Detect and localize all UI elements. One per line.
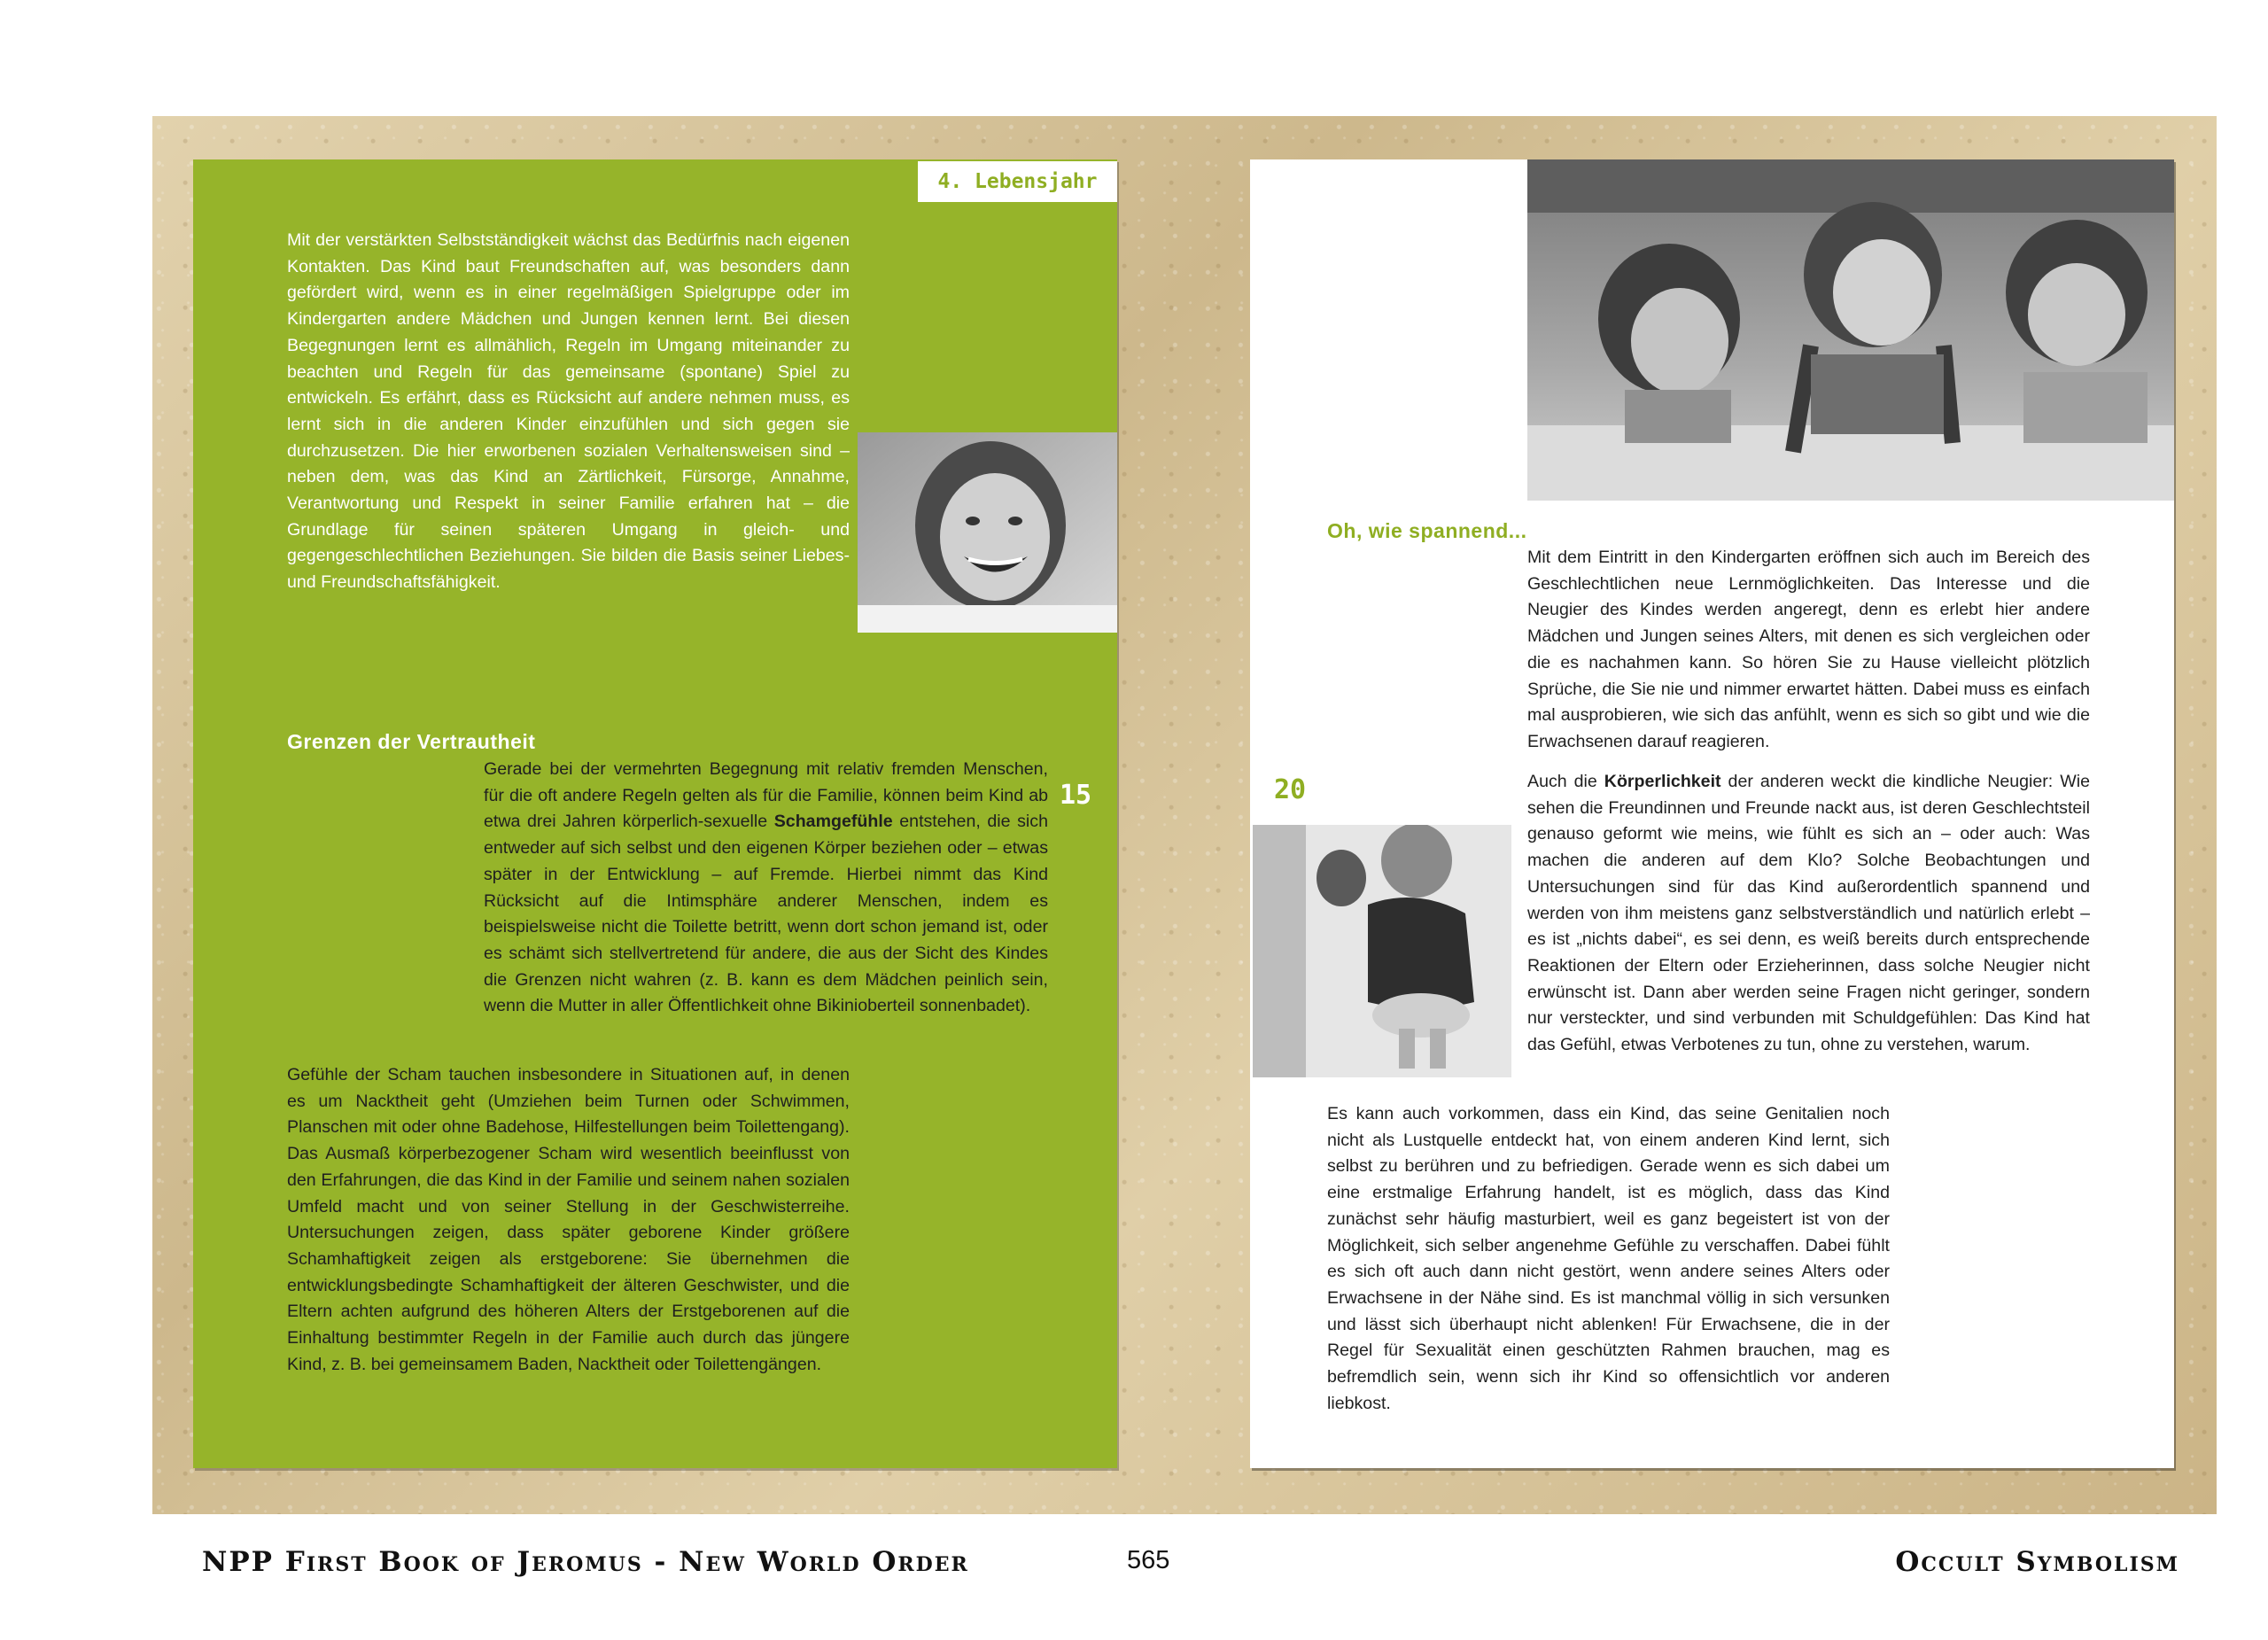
section-heading-spannend: Oh, wie spannend... bbox=[1327, 519, 1527, 542]
right-page-number: 20 bbox=[1274, 774, 1307, 805]
intro-paragraph: Mit der verstärkten Selbstständigkeit wächst das Bedürfnis nach eigenen Kontakten. Das Kind baut Freundschaften auf, was besonders dann gefördert wird, wenn es in einer regelmäßigen Spielgruppe oder im Kindergarten andere Mädchen und Jungen kennen lernt. Bei diesen Begegnungen lernt es allmählich, Regeln im Umgang miteinander zu beachten und Regeln für das gemeinsame (spontane) Spiel zu entwickeln. Es erfährt, dass es Rücksicht auf andere nehmen muss, es lernt sich in die anderen Kinder einzufühlen und sich gegen sie durchzusetzen. Die hier erworbenen sozialen Verhaltensweisen sind – neben dem, was das Kind an Zärtlichkeit, Fürsorge, Annahme, Verantwortung und Respekt in seiner Familie erfahren hat – die Grundlage für seinen späteren Umgang in gleich- und gegengeschlechtlichen Beziehungen. Sie bilden die Basis seiner Liebes- und Freundschaftsfähigkeit. bbox=[287, 230, 850, 593]
grenzen-paragraph-2: Gefühle der Scham tauchen insbesondere in Situationen auf, in denen es um Nacktheit geht (Umziehen beim Turnen oder Schwimmen, Planschen mit oder ohne Badehose, Hilfestellungen beim Toilettengang). Das Ausmaß körperbezogener Scham wird wesentlich beeinflusst von den Erfahrungen, die das Kind in der Familie und seinem nahen sozialen Umfeld macht und von seiner Stellung in der Geschwisterreihe. Untersuchungen zeigen, dass später geborene Kinder größere Schamhaftigkeit zeigen als erstgeborene: Sie übernehmen die entwicklungsbedingte Schamhaftigkeit der älteren Geschwister, und die Eltern achten aufgrund des höheren Alters der Erstgeborenen auf die Einhaltung bestimmter Regeln in der Familie auch durch das jüngere Kind, z. B. bei gemeinsamem Baden, Nacktheit oder Toilettengängen. bbox=[287, 1065, 850, 1374]
footer-page-number: 565 bbox=[1127, 1546, 1170, 1574]
footer-title: NPP First Book of Jeromus - New World Order bbox=[202, 1546, 969, 1578]
spannend-paragraph-1: Mit dem Eintritt in den Kindergarten eröffnen sich auch im Bereich des Geschlechtlichen neue Lernmöglichkeiten. Das Interesse und die Neugier des Kindes werden angeregt, denn es erlebt hier andere Mädchen und Jungen seines Alters, mit denen es sich vergleichen oder die es nachahmen kann. So hören Sie zu Hause vielleicht plötzlich Sprüche, die Sie nie und nimmer erwartet hätten. Dabei muss es einfach mal ausprobieren, wie sich das anfühlt, wenn es sich so gibt und wie die Erwachsenen darauf reagieren. bbox=[1527, 548, 2090, 751]
chapter-tab: 4. Lebensjahr bbox=[918, 161, 1117, 202]
section-heading-grenzen: Grenzen der Vertrautheit bbox=[287, 730, 536, 753]
photo-laughing-child bbox=[858, 432, 1117, 633]
photo-toddler bbox=[1253, 825, 1511, 1077]
grenzen-paragraph-1: Gerade bei der vermehrten Begegnung mit relativ fremden Menschen, für die oft andere Regeln gelten als für die Familie, können beim Kind ab etwa drei Jahren körperlich-sexuelle Schamgefühle entstehen, die sich entweder auf sich selbst und den eigenen Körper beziehen oder – etwas später in der Entwicklung – auf Fremde. Hierbei nimmt das Kind Rücksicht auf die Intimsphäre anderer Menschen, indem es beispielsweise nicht die Toilette betritt, wenn dort schon jemand ist, oder es schämt sich stellvertretend für andere, die aus der Sicht des Kindes die Grenzen nicht wahren (z. B. kann es dem Mädchen peinlich sein, wenn die Mutter in aller Öffentlichkeit ohne Bikinioberteil sonnenbadet). bbox=[484, 759, 1048, 1016]
photo-children-drawing bbox=[1527, 159, 2174, 501]
footer-right-title: Occult Symbolism bbox=[1895, 1546, 2179, 1578]
left-page-number: 15 bbox=[1060, 780, 1092, 811]
spannend-paragraph-3: Es kann auch vorkommen, dass ein Kind, das seine Genitalien noch nicht als Lustquelle entdeckt hat, von einem anderen Kind lernt, sich selbst zu berühren und zu befriedigen. Gerade wenn es sich dabei um eine erstmalige Erfahrung handelt, ist es möglich, dass das Kind zunächst sehr häufig masturbiert, weil es ganz begeistert ist von der Möglichkeit, sich selber angenehme Gefühle zu verschaffen. Dabei fühlt es sich oft auch dann nicht gestört, wenn andere seines Alters oder Erwachsene in der Nähe sind. Es ist manchmal völlig in sich versunken und lässt sich überhaupt nicht ablenken! Für Erwachsene, die in der Regel für Sexualität einen geschützten Rahmen brauchen, mag es befremdlich sein, wenn sich ihr Kind so offensichtlich vor anderen liebkost. bbox=[1327, 1104, 1890, 1413]
spannend-paragraph-2: Auch die Körperlichkeit der anderen weckt die kindliche Neugier: Wie sehen die Freundinnen und Freunde nackt aus, ist deren Geschlechtsteil genauso geformt wie meins, wie fühlt es sich an – oder auch: Was machen die anderen auf dem Klo? Solche Beobachtungen und Untersuchungen sind für das Kind außerordentlich spannend und werden von ihm meistens ganz selbstverständlich und natürlich erlebt – es ist „nichts dabei“, es sei denn, es weiß bereits durch entsprechende Reaktionen der Eltern oder Erzieherinnen, dass solche Neugier nicht erwünscht ist. Dann aber werden seine Fragen nicht geringer, sondern nur versteckter, und sind verbunden mit Schuldgefühlen: Das Kind hat das Gefühl, etwas Verbotenes zu tun, ohne zu verstehen, warum. bbox=[1527, 772, 2090, 1055]
